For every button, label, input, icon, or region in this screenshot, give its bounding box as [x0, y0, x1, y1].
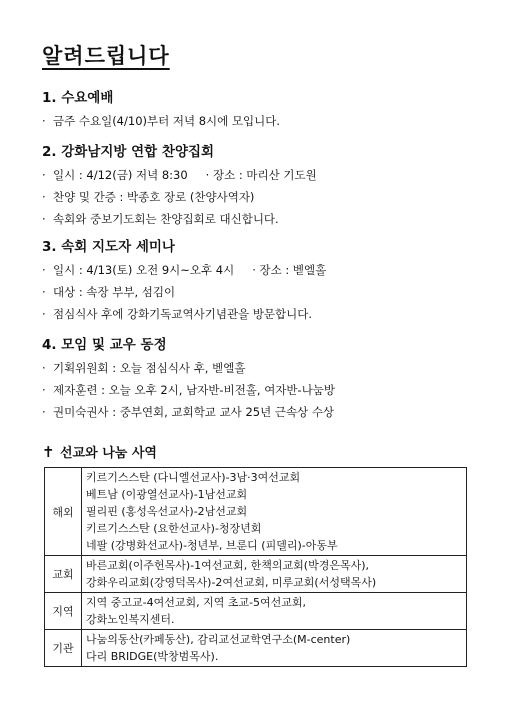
mission-heading — [42, 440, 157, 464]
category-cell: 교회 — [45, 556, 82, 593]
list-item: 필리핀 (홍성옥선교사)-2남선교회 — [86, 505, 248, 518]
section-line — [42, 110, 482, 132]
line-text: 점심식사 후에 강화기독교역사기념관을 방문합니다. — [53, 307, 313, 321]
list-item: 지역 중고교-4여선교회, 지역 초교-5여선교회, — [86, 596, 307, 609]
list-item: 다리 BRIDGE(박창범목사). — [86, 650, 219, 663]
mission-heading-text: 선교와 나눔 사역 — [60, 446, 157, 461]
list-item: 강화노인복지센터. — [86, 613, 175, 626]
list-item: 키르기스스탄 (다니엘선교사)-3남·3여선교회 — [86, 471, 301, 484]
bullet: · — [42, 405, 46, 419]
section-line — [42, 259, 482, 281]
section-heading: 1. 수요예배 — [42, 90, 114, 106]
list-cell — [82, 468, 467, 556]
table-row — [45, 556, 467, 593]
bullet: · — [42, 307, 46, 321]
bullet: · — [42, 190, 46, 204]
section-line — [42, 379, 482, 401]
list-cell — [82, 630, 467, 667]
list-item: 베트남 (이광열선교사)-1남선교회 — [86, 488, 248, 501]
list-item: 네팔 (강병화선교사)-청년부, 브룬디 (피델리)-아동부 — [86, 539, 338, 552]
section-meetings-news — [42, 333, 482, 423]
line-extra: · 장소 : 벧엘홀 — [252, 263, 327, 277]
line-text: 제자훈련 : 오늘 오후 2시, 남자반-비전홀, 여자반-나눔방 — [53, 383, 336, 397]
line-text: 일시 : 4/13(토) 오전 9시~오후 4시 — [53, 263, 235, 277]
section-line — [42, 281, 482, 303]
section-wednesday-worship — [42, 86, 482, 132]
section-line — [42, 401, 482, 423]
line-text: 기획위원회 : 오늘 점심식사 후, 벧엘홀 — [53, 361, 246, 375]
list-item: 나눔의동산(카페동산), 감리교선교학연구소(M-center) — [86, 633, 351, 646]
section-heading: 2. 강화남지방 연합 찬양집회 — [42, 144, 215, 160]
section-line — [42, 303, 482, 325]
list-cell — [82, 593, 467, 630]
list-item: 바른교회(이주헌목사)-1여선교회, 한책의교회(박경은목사), — [86, 559, 370, 572]
bullet: · — [42, 285, 46, 299]
mission-table — [44, 467, 467, 667]
section-line — [42, 164, 482, 186]
bullet: · — [42, 212, 46, 226]
bullet: · — [42, 361, 46, 375]
list-item: 강화우리교회(강영덕목사)-2여선교회, 미루교회(서성택목사) — [86, 576, 377, 589]
category-cell: 기관 — [45, 630, 82, 667]
cross-icon: ✝ — [42, 443, 55, 461]
category-cell: 지역 — [45, 593, 82, 630]
section-praise-rally — [42, 140, 482, 230]
table-row — [45, 593, 467, 630]
bullet: · — [42, 263, 46, 277]
section-heading: 4. 모임 및 교우 동정 — [42, 337, 167, 353]
line-text: 대상 : 속장 부부, 섬김이 — [53, 285, 176, 299]
page-title: 알려드립니다 — [42, 44, 170, 68]
line-text: 속회와 중보기도회는 찬양집회로 대신합니다. — [53, 212, 279, 226]
bullet: · — [42, 168, 46, 182]
line-text: 권미숙권사 : 중부연회, 교회학교 교사 25년 근속상 수상 — [53, 405, 335, 419]
section-leader-seminar — [42, 235, 482, 325]
category-cell: 해외 — [45, 468, 82, 556]
line-text: 금주 수요일(4/10)부터 저녁 8시에 모입니다. — [53, 114, 281, 128]
line-text: 일시 : 4/12(금) 저녁 8:30 — [53, 168, 188, 182]
table-row — [45, 468, 467, 556]
bullet: · — [42, 383, 46, 397]
list-item: 키르기스스탄 (요한선교사)-청장년회 — [86, 522, 262, 535]
line-extra: · 장소 : 마리산 기도원 — [205, 168, 317, 182]
section-line — [42, 208, 482, 230]
section-line — [42, 186, 482, 208]
line-text: 찬양 및 간증 : 박종호 장로 (찬양사역자) — [53, 190, 255, 204]
bullet: · — [42, 114, 46, 128]
list-cell — [82, 556, 467, 593]
table-row — [45, 630, 467, 667]
section-line — [42, 357, 482, 379]
section-heading: 3. 속회 지도자 세미나 — [42, 239, 175, 255]
